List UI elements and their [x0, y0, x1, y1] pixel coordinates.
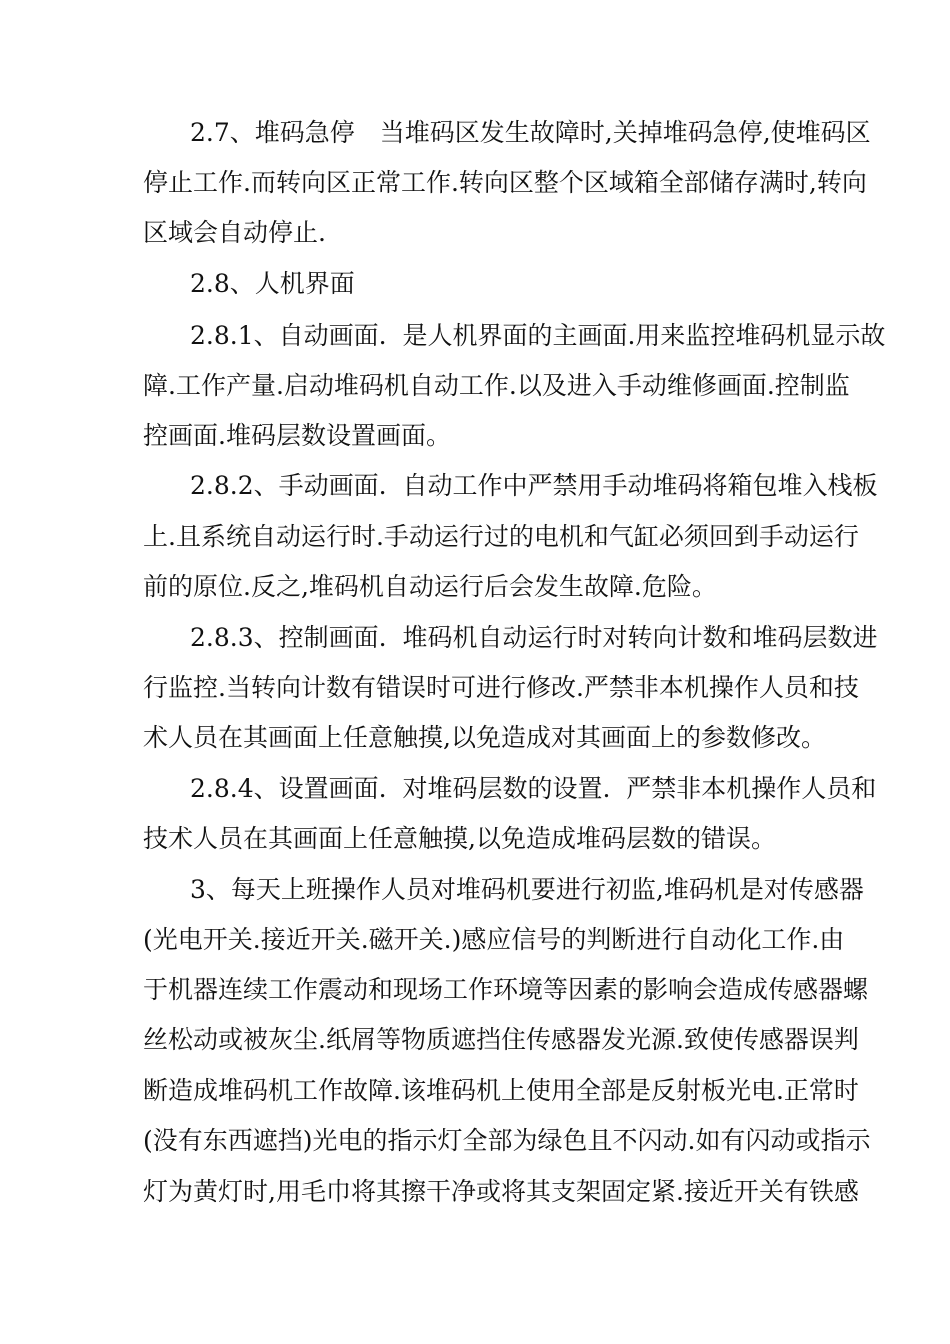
text-line: 2.8.3、控制画面. 堆码机自动运行时对转向计数和堆码层数进 [190, 623, 878, 652]
text-line: 3、每天上班操作人员对堆码机要进行初监,堆码机是对传感器 [190, 875, 864, 904]
text-line: 术人员在其画面上任意触摸,以免造成对其画面上的参数修改。 [143, 723, 826, 752]
text-line: 断造成堆码机工作故障.该堆码机上使用全部是反射板光电.正常时 [143, 1076, 859, 1105]
text-line: 2.7、堆码急停 当堆码区发生故障时,关掉堆码急停,使堆码区 [190, 118, 871, 147]
text-line: 丝松动或被灰尘.纸屑等物质遮挡住传感器发光源.致使传感器误判 [143, 1025, 859, 1054]
text-line: 控画面.堆码层数设置画面。 [143, 421, 451, 450]
text-line: 障.工作产量.启动堆码机自动工作.以及进入手动维修画面.控制监 [143, 371, 850, 400]
text-line: 于机器连续工作震动和现场工作环境等因素的影响会造成传感器螺 [143, 975, 869, 1004]
text-line: 2.8.2、手动画面. 自动工作中严禁用手动堆码将箱包堆入栈板 [190, 471, 878, 500]
text-line: 行监控.当转向计数有错误时可进行修改.严禁非本机操作人员和技 [143, 673, 859, 702]
text-line: (没有东西遮挡)光电的指示灯全部为绿色且不闪动.如有闪动或指示 [143, 1126, 871, 1155]
text-line: 2.8.4、设置画面. 对堆码层数的设置. 严禁非本机操作人员和 [190, 774, 877, 803]
text-line: 技术人员在其画面上任意触摸,以免造成堆码层数的错误。 [143, 824, 776, 853]
text-line: 灯为黄灯时,用毛巾将其擦干净或将其支架固定紧.接近开关有铁感 [143, 1177, 859, 1206]
text-line: 区域会自动停止. [143, 218, 326, 247]
text-line: 前的原位.反之,堆码机自动运行后会发生故障.危险。 [143, 572, 717, 601]
heading-line: 2.8、人机界面 [190, 269, 355, 298]
text-line: 2.8.1、自动画面. 是人机界面的主画面.用来监控堆码机显示故 [190, 321, 886, 350]
text-line: 停止工作.而转向区正常工作.转向区整个区域箱全部储存满时,转向 [143, 168, 867, 197]
text-line: 上.且系统自动运行时.手动运行过的电机和气缸必须回到手动运行 [143, 522, 859, 551]
text-line: (光电开关.接近开关.磁开关.)感应信号的判断进行自动化工作.由 [143, 925, 845, 954]
